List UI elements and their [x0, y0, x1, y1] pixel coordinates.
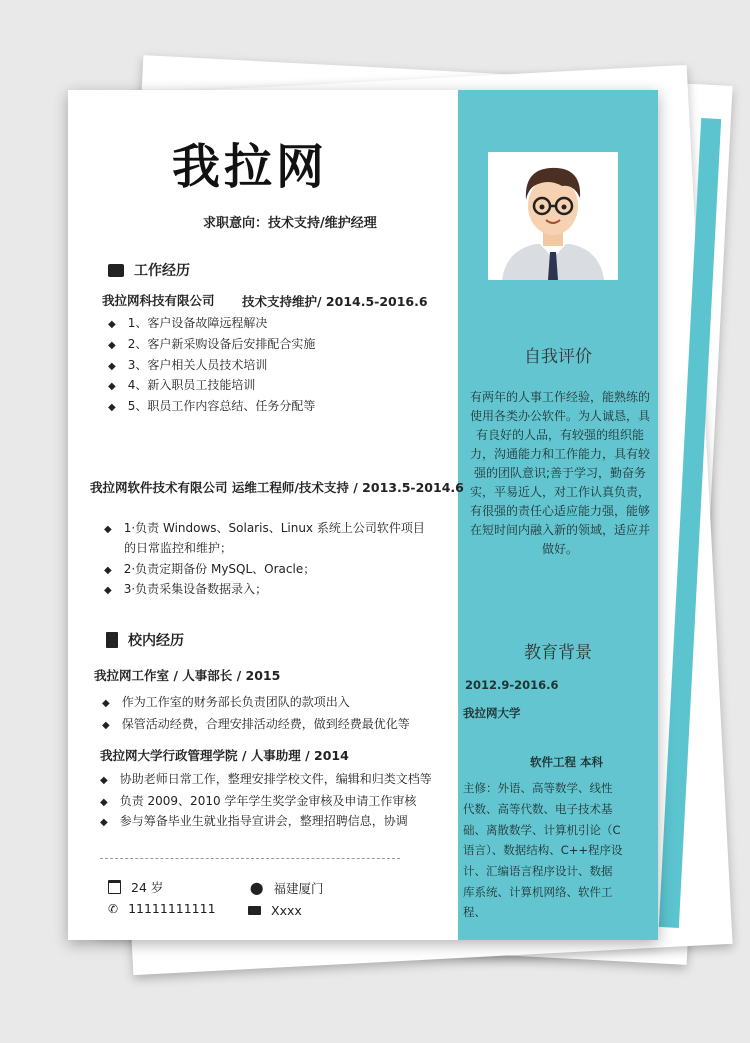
resume-page: [68, 90, 658, 940]
avatar-illustration: [488, 152, 618, 280]
list-item: ◆ 负责 2009、2010 学年学生奖学金审核及申请工作审核: [100, 792, 416, 809]
org1-header: 我拉网工作室 / 人事部长 / 2015: [94, 668, 281, 683]
course-line: 主修：外语、高等数学、线性: [463, 781, 613, 795]
list-item-continuation: 的日常监控和维护；: [124, 541, 233, 555]
list-item: ◆ 2、客户新采购设备后安排配合实施: [108, 335, 315, 352]
location-pin-icon: ⬤: [250, 881, 264, 895]
list-item: ◆ 作为工作室的财务部长负责团队的款项出入: [102, 693, 350, 710]
contact-age: [108, 878, 163, 896]
job-objective: 求职意向：技术支持/维护经理: [203, 216, 377, 231]
list-item: ◆ 1·负责 Windows、Solaris、Linux 系统上公司软件项目: [104, 519, 425, 536]
course-line: 库系统、计算机网络、软件工: [463, 885, 613, 899]
course-line: 础、离散数学、计算机引论（C: [463, 823, 621, 837]
avatar: [488, 152, 618, 280]
contact-phone: [108, 901, 216, 916]
list-item: ◆ 参与筹备毕业生就业指导宣讲会，整理招聘信息，协调: [100, 812, 408, 829]
location-value: 福建厦门: [273, 881, 324, 896]
job1-company: 我拉网科技有限公司: [102, 293, 215, 308]
job2-header: 我拉网软件技术有限公司 运维工程师/技术支持 / 2013.5-2014.6: [90, 480, 464, 495]
course-line: 程、: [463, 905, 486, 919]
education-major: 软件工程 本科: [530, 755, 604, 769]
education-title: 教育背景: [524, 643, 592, 663]
education-school: 我拉网大学: [463, 706, 521, 720]
mail-icon: [248, 906, 261, 915]
email-value: Xxxx: [271, 903, 302, 918]
divider: [100, 858, 400, 859]
list-item: ◆ 3·负责采集设备数据录入；: [104, 580, 267, 597]
org2-header: 我拉网大学行政管理学院 / 人事助理 / 2014: [100, 748, 349, 763]
course-line: 代数、高等代数、电子技术基: [463, 802, 613, 816]
work-section-title: [108, 260, 190, 280]
campus-section-title: [106, 630, 184, 650]
course-line: 计、汇编语言程序设计、数据: [463, 864, 613, 878]
contact-email: [248, 903, 302, 918]
list-item: ◆ 1、客户设备故障远程解决: [108, 314, 267, 331]
briefcase-icon: [108, 264, 124, 277]
self-eval-text: 有两年的人事工作经验，能熟练的使用各类办公软件。为人诚恳，具有良好的人品，有较强的组织能力，沟通能力和工作能力，具有较强的团队意识;善于学习，勤奋务实，平易近人，对工作认真负责，有很强的责任心适应能力强，能够在短时间内融入新的领域，适应并做好。: [470, 390, 651, 556]
age-value: 24 岁: [131, 880, 164, 895]
resume-name: 我拉网: [172, 139, 329, 195]
education-period: 2012.9-2016.6: [465, 678, 559, 692]
phone-value: 11111111111: [128, 901, 216, 916]
book-icon: [106, 632, 118, 648]
course-line: 语言）、数据结构、C++程序设: [463, 843, 623, 857]
list-item: ◆ 5、职员工作内容总结、任务分配等: [108, 397, 315, 414]
list-item: ◆ 4、新入职员工技能培训: [108, 376, 255, 393]
calendar-icon: [108, 880, 121, 894]
phone-icon: ✆: [108, 901, 119, 916]
list-item: ◆ 3、客户相关人员技术培训: [108, 356, 267, 373]
job1-role: 技术支持维护/ 2014.5-2016.6: [242, 294, 428, 309]
list-item: ◆ 协助老师日常工作，整理安排学校文件，编辑和归类文档等: [100, 770, 432, 787]
contact-location: [250, 879, 323, 897]
list-item: ◆ 2·负责定期备份 MySQL、Oracle；: [104, 560, 315, 577]
work-title-label: 工作经历: [134, 263, 190, 279]
list-item: ◆ 保管活动经费，合理安排活动经费，做到经费最优化等: [102, 715, 410, 732]
campus-title-label: 校内经历: [128, 633, 184, 649]
self-eval-title: 自我评价: [524, 347, 592, 367]
